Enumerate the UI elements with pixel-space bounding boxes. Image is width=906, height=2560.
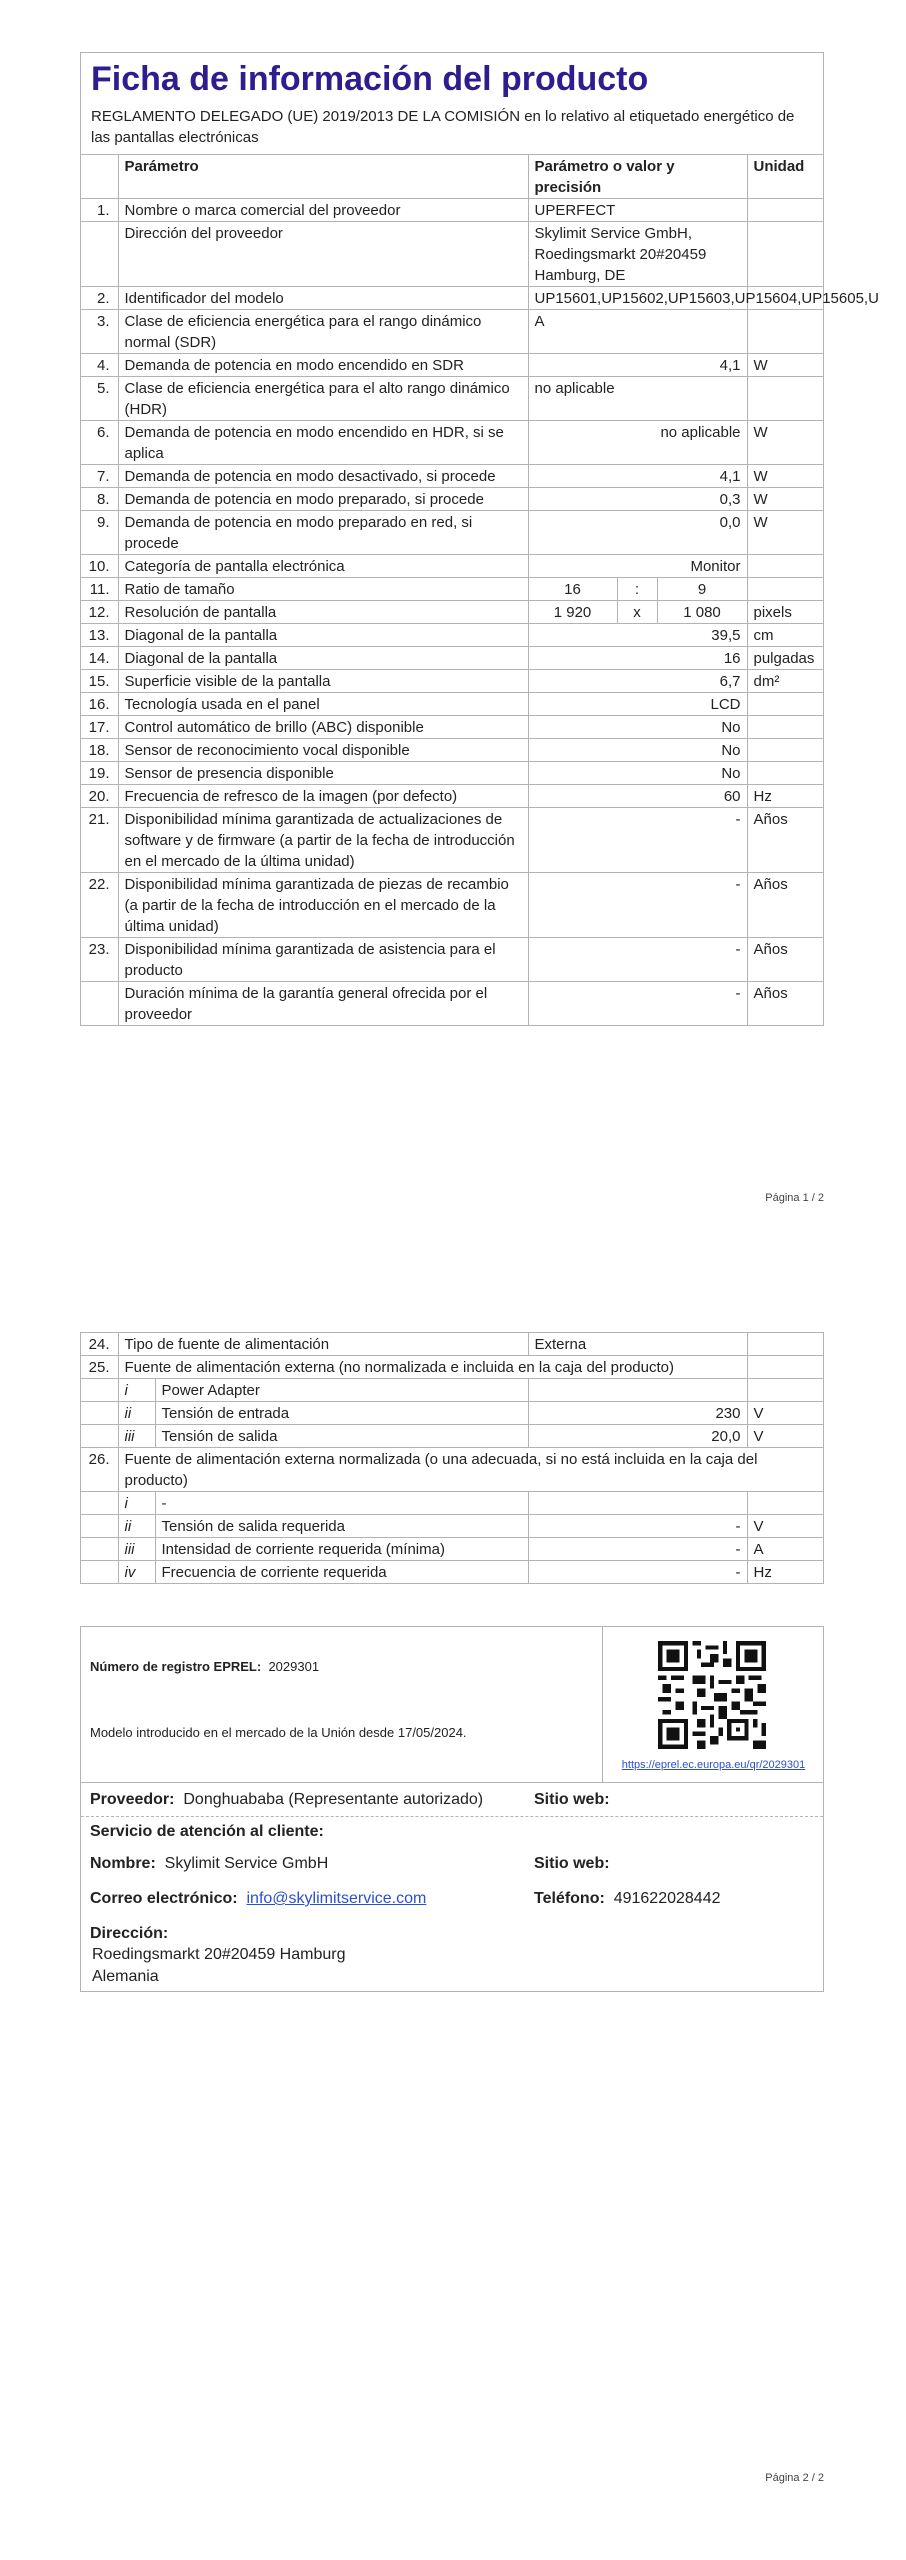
row-parameter: Duración mínima de la garantía general ofrecida por el proveedor bbox=[118, 982, 528, 1026]
document-title: Ficha de información del producto bbox=[91, 60, 649, 98]
table-row bbox=[81, 199, 824, 222]
header-value: Parámetro o valor y precisión bbox=[528, 155, 747, 199]
row-unit: W bbox=[747, 511, 824, 555]
row-unit: dm² bbox=[747, 670, 824, 693]
market-date-text: Modelo introducido en el mercado de la Unión desde 17/05/2024. bbox=[90, 1725, 467, 1740]
row-number: 2. bbox=[81, 287, 118, 310]
row-value: no aplicable bbox=[528, 421, 747, 465]
sub-index: i bbox=[118, 1492, 155, 1515]
resolution-width: 1 920 bbox=[528, 601, 617, 624]
regulation-text: REGLAMENTO DELEGADO (UE) 2019/2013 DE LA COMISIÓN en lo relativo al etiquetado energético de las pantallas electrónicas bbox=[81, 102, 823, 155]
row-parameter: Sensor de presencia disponible bbox=[118, 762, 528, 785]
eprel-section bbox=[81, 1627, 823, 1783]
row-number: 19. bbox=[81, 762, 118, 785]
row-number: 21. bbox=[81, 808, 118, 873]
row-parameter: Nombre o marca comercial del proveedor bbox=[118, 199, 528, 222]
table-row bbox=[81, 739, 824, 762]
row-number: 20. bbox=[81, 785, 118, 808]
table-row bbox=[81, 873, 824, 938]
dashed-divider bbox=[81, 1816, 823, 1817]
row-parameter: Demanda de potencia en modo preparado, si procede bbox=[118, 488, 528, 511]
header-unit: Unidad bbox=[747, 155, 824, 199]
row-value: 0,0 bbox=[528, 511, 747, 555]
parameters-table bbox=[81, 155, 879, 1025]
row-unit: A bbox=[747, 1538, 824, 1561]
table-row bbox=[81, 716, 824, 739]
row-parameter: Control automático de brillo (ABC) disponible bbox=[118, 716, 528, 739]
service-address-line2: Alemania bbox=[92, 1968, 159, 1985]
row-parameter: Disponibilidad mínima garantizada de asistencia para el producto bbox=[118, 938, 528, 982]
row-unit: cm bbox=[747, 624, 824, 647]
row-value: No bbox=[528, 762, 747, 785]
supplier-card bbox=[80, 1626, 824, 1992]
row-value: 60 bbox=[528, 785, 747, 808]
table-row bbox=[81, 377, 824, 421]
row-unit: Años bbox=[747, 808, 824, 873]
table-row bbox=[81, 1538, 824, 1561]
table-row bbox=[81, 785, 824, 808]
sub-index: iv bbox=[118, 1561, 155, 1584]
table-row bbox=[81, 488, 824, 511]
row-number: 9. bbox=[81, 511, 118, 555]
row-value: - bbox=[528, 938, 747, 982]
row-number: 5. bbox=[81, 377, 118, 421]
eprel-registration-number: 2029301 bbox=[268, 1659, 320, 1674]
table-header-row bbox=[81, 155, 824, 199]
product-info-sheet-page-1 bbox=[80, 52, 879, 1026]
table-row bbox=[81, 511, 824, 555]
eprel-registration bbox=[90, 1659, 319, 1674]
table-row bbox=[81, 222, 824, 287]
row-value: UPERFECT bbox=[528, 199, 747, 222]
row-number: 15. bbox=[81, 670, 118, 693]
row-unit: pixels bbox=[747, 601, 824, 624]
service-website-label: Sitio web: bbox=[534, 1855, 610, 1872]
supplier-line bbox=[90, 1791, 483, 1809]
page-number-2: Página 2 / 2 bbox=[765, 2472, 824, 2484]
table-row bbox=[81, 1561, 824, 1584]
row-parameter: Disponibilidad mínima garantizada de actualizaciones de software y de firmware (a partir de la fecha de introducción en el mercado de la última unidad) bbox=[118, 808, 528, 873]
row-parameter: Tecnología usada en el panel bbox=[118, 693, 528, 716]
row-parameter: Resolución de pantalla bbox=[118, 601, 528, 624]
table-row bbox=[81, 1515, 824, 1538]
table-row bbox=[81, 465, 824, 488]
row-parameter: Identificador del modelo bbox=[118, 287, 528, 310]
row-number: 10. bbox=[81, 555, 118, 578]
row-unit: V bbox=[747, 1515, 824, 1538]
row-parameter: Tensión de entrada bbox=[155, 1402, 528, 1425]
service-name-line bbox=[90, 1855, 328, 1873]
row-value: 39,5 bbox=[528, 624, 747, 647]
row-parameter: Frecuencia de corriente requerida bbox=[155, 1561, 528, 1584]
row-number: 18. bbox=[81, 739, 118, 762]
row-unit: W bbox=[747, 465, 824, 488]
eprel-link[interactable]: https://eprel.ec.europa.eu/qr/2029301 bbox=[621, 1759, 806, 1771]
row-value: 16 bbox=[528, 647, 747, 670]
row-parameter: Diagonal de la pantalla bbox=[118, 647, 528, 670]
table-row bbox=[81, 1425, 824, 1448]
row-parameter: Superficie visible de la pantalla bbox=[118, 670, 528, 693]
row-value: A bbox=[528, 310, 747, 354]
row-number: 22. bbox=[81, 873, 118, 938]
table-row bbox=[81, 1448, 824, 1492]
table-row bbox=[81, 1379, 824, 1402]
row-number: 6. bbox=[81, 421, 118, 465]
service-email-link[interactable]: info@skylimitservice.com bbox=[246, 1890, 427, 1907]
table-row bbox=[81, 555, 824, 578]
row-value: 6,7 bbox=[528, 670, 747, 693]
table-row bbox=[81, 670, 824, 693]
row-value: - bbox=[528, 982, 747, 1026]
service-address-label: Dirección: bbox=[90, 1925, 169, 1942]
sub-index: ii bbox=[118, 1402, 155, 1425]
supplier-label: Proveedor: bbox=[90, 1791, 175, 1808]
row-number: 4. bbox=[81, 354, 118, 377]
row-parameter: Clase de eficiencia energética para el alto rango dinámico (HDR) bbox=[118, 377, 528, 421]
table-row bbox=[81, 1356, 824, 1379]
service-name: Skylimit Service GmbH bbox=[164, 1855, 329, 1872]
table-row bbox=[81, 601, 824, 624]
sub-index: iii bbox=[118, 1538, 155, 1561]
row-parameter: Disponibilidad mínima garantizada de piezas de recambio (a partir de la fecha de introducción en el mercado de la última unidad) bbox=[118, 873, 528, 938]
row-number: 26. bbox=[81, 1448, 118, 1492]
row-parameter: Fuente de alimentación externa (no normalizada e incluida en la caja del producto) bbox=[118, 1356, 747, 1379]
sub-index: iii bbox=[118, 1425, 155, 1448]
table-row bbox=[81, 421, 824, 465]
table-row bbox=[81, 982, 824, 1026]
row-parameter: Demanda de potencia en modo encendido en SDR bbox=[118, 354, 528, 377]
row-unit: V bbox=[747, 1425, 824, 1448]
row-parameter: Ratio de tamaño bbox=[118, 578, 528, 601]
table-row bbox=[81, 693, 824, 716]
table-row bbox=[81, 808, 824, 873]
row-parameter: Diagonal de la pantalla bbox=[118, 624, 528, 647]
row-number: 12. bbox=[81, 601, 118, 624]
row-number: 8. bbox=[81, 488, 118, 511]
row-parameter: Intensidad de corriente requerida (mínima) bbox=[155, 1538, 528, 1561]
row-parameter: Fuente de alimentación externa normalizada (o una adecuada, si no está incluida en la caja del producto) bbox=[118, 1448, 824, 1492]
row-parameter: Sensor de reconocimiento vocal disponible bbox=[118, 739, 528, 762]
row-value: - bbox=[528, 1538, 747, 1561]
row-parameter: Frecuencia de refresco de la imagen (por defecto) bbox=[118, 785, 528, 808]
ratio-width: 16 bbox=[528, 578, 617, 601]
table-row bbox=[81, 1402, 824, 1425]
row-unit: W bbox=[747, 354, 824, 377]
table-row bbox=[81, 647, 824, 670]
service-address-line1: Roedingsmarkt 20#20459 Hamburg bbox=[92, 1946, 346, 1963]
row-number: 11. bbox=[81, 578, 118, 601]
row-parameter: Tensión de salida requerida bbox=[155, 1515, 528, 1538]
row-unit: Años bbox=[747, 873, 824, 938]
row-unit: Años bbox=[747, 938, 824, 982]
row-value: - bbox=[528, 873, 747, 938]
product-info-sheet-page-2 bbox=[80, 1332, 824, 1584]
row-unit: W bbox=[747, 421, 824, 465]
table-row bbox=[81, 624, 824, 647]
row-value: - bbox=[528, 808, 747, 873]
row-value: No bbox=[528, 739, 747, 762]
qr-code-icon[interactable] bbox=[658, 1641, 766, 1749]
row-value: no aplicable bbox=[528, 377, 747, 421]
ratio-height: 9 bbox=[657, 578, 747, 601]
row-unit: W bbox=[747, 488, 824, 511]
page-number-1: Página 1 / 2 bbox=[765, 1192, 824, 1204]
row-value: 4,1 bbox=[528, 465, 747, 488]
service-name-label: Nombre: bbox=[90, 1855, 156, 1872]
table-row bbox=[81, 1492, 824, 1515]
table-row bbox=[81, 1333, 824, 1356]
row-number: 24. bbox=[81, 1333, 118, 1356]
row-parameter: Clase de eficiencia energética para el rango dinámico normal (SDR) bbox=[118, 310, 528, 354]
sub-index: ii bbox=[118, 1515, 155, 1538]
row-value: 20,0 bbox=[528, 1425, 747, 1448]
supplier-website-label: Sitio web: bbox=[534, 1791, 610, 1808]
table-row bbox=[81, 287, 824, 310]
table-row bbox=[81, 354, 824, 377]
qr-section bbox=[602, 1627, 824, 1782]
service-email-line bbox=[90, 1890, 426, 1908]
row-number: 7. bbox=[81, 465, 118, 488]
row-value: - bbox=[528, 1561, 747, 1584]
row-value: Externa bbox=[528, 1333, 747, 1356]
row-unit: Hz bbox=[747, 1561, 824, 1584]
row-unit: Hz bbox=[747, 785, 824, 808]
table-row bbox=[81, 938, 824, 982]
supplier-value: Donghuababa (Representante autorizado) bbox=[183, 1791, 484, 1808]
row-unit: V bbox=[747, 1402, 824, 1425]
service-phone: 491622028442 bbox=[613, 1890, 721, 1907]
table-row bbox=[81, 578, 824, 601]
row-number: 25. bbox=[81, 1356, 118, 1379]
row-value: LCD bbox=[528, 693, 747, 716]
row-number: 1. bbox=[81, 199, 118, 222]
row-parameter: Dirección del proveedor bbox=[118, 222, 528, 287]
eprel-registration-label: Número de registro EPREL: bbox=[90, 1659, 262, 1674]
row-number: 17. bbox=[81, 716, 118, 739]
service-email-label: Correo electrónico: bbox=[90, 1890, 238, 1907]
resolution-height: 1 080 bbox=[657, 601, 747, 624]
row-parameter: Tipo de fuente de alimentación bbox=[118, 1333, 528, 1356]
row-value: 230 bbox=[528, 1402, 747, 1425]
row-value: - bbox=[528, 1515, 747, 1538]
row-value: UP15601,UP15602,UP15603,UP15604,UP15605,U bbox=[528, 287, 747, 310]
row-number: 13. bbox=[81, 624, 118, 647]
customer-service-heading: Servicio de atención al cliente: bbox=[90, 1823, 324, 1840]
row-value: Skylimit Service GmbH, Roedingsmarkt 20#20459 Hamburg, DE bbox=[528, 222, 747, 287]
table-row bbox=[81, 762, 824, 785]
ratio-separator: : bbox=[617, 578, 657, 601]
row-number: 3. bbox=[81, 310, 118, 354]
power-supply-table bbox=[81, 1333, 824, 1583]
row-unit: Años bbox=[747, 982, 824, 1026]
row-number: 14. bbox=[81, 647, 118, 670]
row-parameter: Demanda de potencia en modo desactivado, si procede bbox=[118, 465, 528, 488]
row-value: No bbox=[528, 716, 747, 739]
row-parameter: Demanda de potencia en modo preparado en red, si procede bbox=[118, 511, 528, 555]
row-number: 23. bbox=[81, 938, 118, 982]
row-parameter: Tensión de salida bbox=[155, 1425, 528, 1448]
resolution-separator: x bbox=[617, 601, 657, 624]
row-parameter: - bbox=[155, 1492, 528, 1515]
table-row bbox=[81, 310, 824, 354]
row-number: 16. bbox=[81, 693, 118, 716]
row-parameter: Categoría de pantalla electrónica bbox=[118, 555, 528, 578]
row-parameter: Power Adapter bbox=[155, 1379, 528, 1402]
row-value: Monitor bbox=[528, 555, 747, 578]
row-parameter: Demanda de potencia en modo encendido en HDR, si se aplica bbox=[118, 421, 528, 465]
row-unit: pulgadas bbox=[747, 647, 824, 670]
row-value: 4,1 bbox=[528, 354, 747, 377]
service-phone-line bbox=[534, 1890, 720, 1908]
row-value: 0,3 bbox=[528, 488, 747, 511]
header-parameter: Parámetro bbox=[118, 155, 528, 199]
service-phone-label: Teléfono: bbox=[534, 1890, 605, 1907]
sub-index: i bbox=[118, 1379, 155, 1402]
